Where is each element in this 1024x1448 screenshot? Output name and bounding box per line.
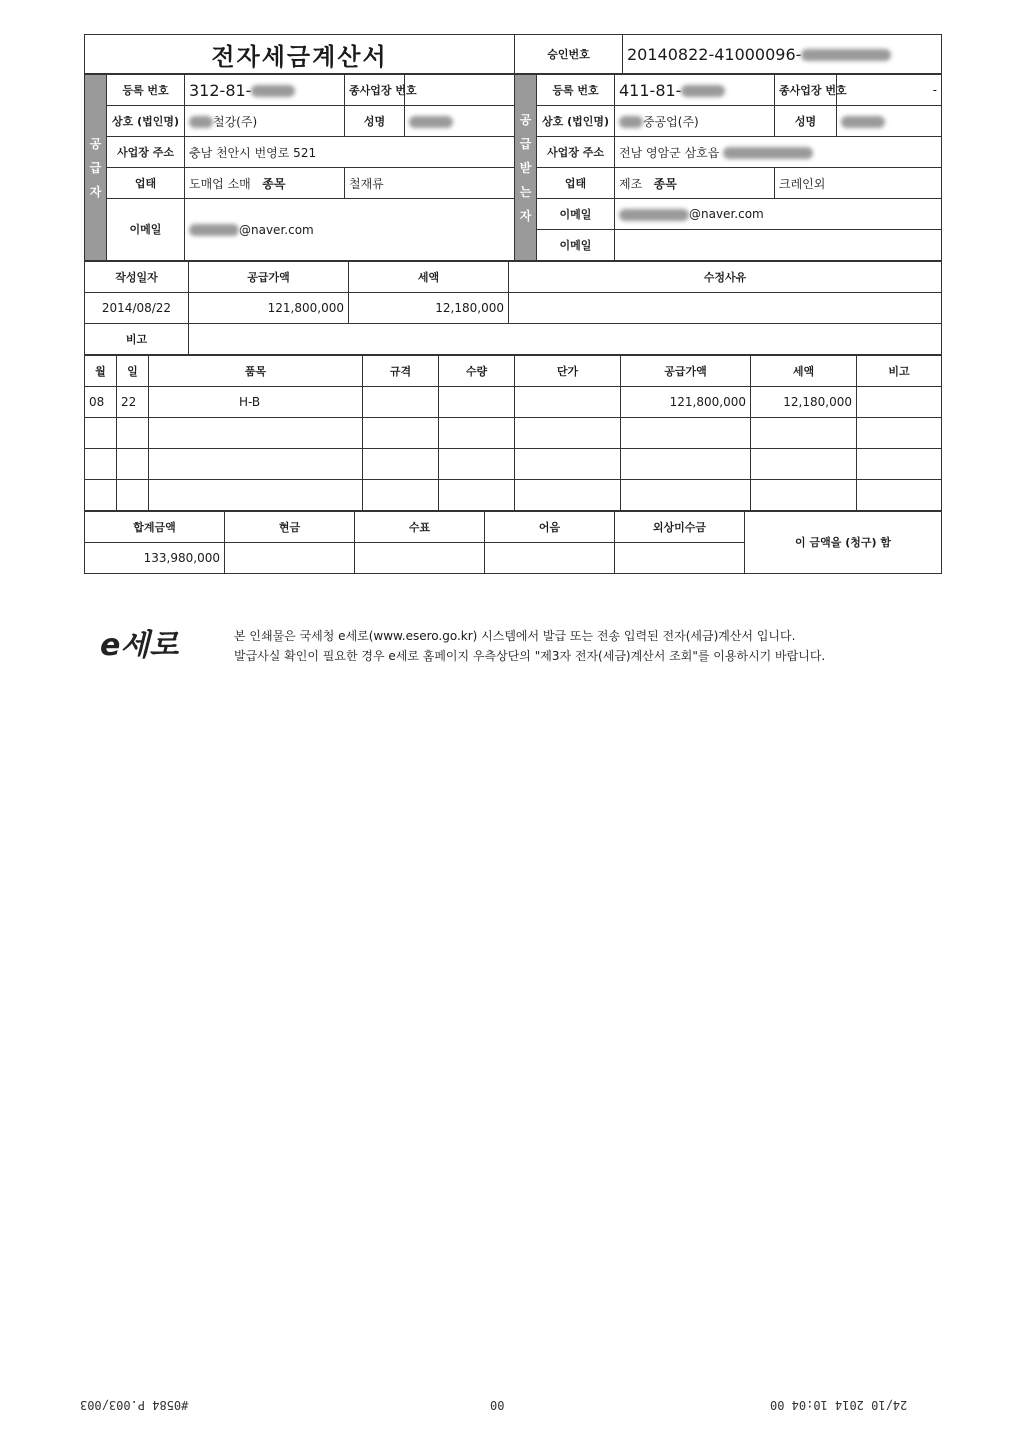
footer-line-2: 발급사실 확인이 필요한 경우 e세로 홈페이지 우측상단의 "제3자 전자(세금)계산서 조회"를 이용하시기 바랍니다. [234,649,826,663]
credit-label: 외상미수금 [615,512,745,543]
supplier-reg-number: 312-81- [185,75,345,106]
row-name: H-B [149,387,363,418]
receiver-business: 제조 종목 [615,168,775,199]
supplier-address: 충남 천안시 번영로 521 [185,137,515,168]
total-amount: 133,980,000 [85,543,225,574]
row-note [857,387,942,418]
footer-line-1: 본 인쇄물은 국세청 e세로(www.esero.go.kr) 시스템에서 발급 또는 전송 입력된 전자(세금)계산서 입니다. [234,629,796,643]
row-tax: 12,180,000 [751,387,857,418]
receiver-business-label: 업태 [537,168,615,199]
reason-value [509,293,942,324]
row-supply: 121,800,000 [621,387,751,418]
footer-text [234,626,825,666]
receiver-company: 중공업(주) [615,106,775,137]
cash-label: 현금 [225,512,355,543]
table-row-empty [85,480,942,511]
tax-total: 12,180,000 [349,293,509,324]
items-header-note: 비고 [857,356,942,387]
supplier-business-label: 업태 [107,168,185,199]
receiver-branch-value: - [837,75,942,106]
supply-label: 공급가액 [189,262,349,293]
esero-logo: e세로 [100,628,179,663]
supplier-branch-label: 종사업장 번호 [345,75,405,106]
supplier-email: @naver.com [185,199,515,261]
row-qty [439,387,515,418]
table-row-empty [85,418,942,449]
totals-section [84,511,942,574]
receiver-reg-number: 411-81- [615,75,775,106]
check-label: 수표 [355,512,485,543]
bill-label: 어음 [485,512,615,543]
parties-section [84,74,942,261]
supplier-reg-label: 등록 번호 [107,75,185,106]
supplier-item: 철재류 [345,168,515,199]
receiver-name [837,106,942,137]
approval-label: 승인번호 [515,35,623,74]
supplier-name [405,106,515,137]
receiver-branch-label: 종사업장 번호 [775,75,837,106]
table-row [85,387,942,418]
fax-page-number: #0584 P.003/003 [80,1398,189,1412]
items-header-tax: 세액 [751,356,857,387]
table-row-empty [85,449,942,480]
supply-total: 121,800,000 [189,293,349,324]
receiver-name-label: 성명 [775,106,837,137]
fax-timestamp: 24/10 2014 10:04 00 [770,1398,908,1412]
fax-center-code: 00 [490,1398,505,1412]
items-header-spec: 규격 [363,356,439,387]
bill-value [485,543,615,574]
supplier-branch-value [405,75,515,106]
supplier-address-label: 사업장 주소 [107,137,185,168]
date-label: 작성일자 [85,262,189,293]
reason-label: 수정사유 [509,262,942,293]
receiver-address-label: 사업장 주소 [537,137,615,168]
tax-label: 세액 [349,262,509,293]
receiver-side-label: 공 급 받 는 자 [515,75,537,261]
supplier-item-label: 종목 [262,176,286,191]
approval-number: 20140822-41000096- [623,35,942,74]
items-table [84,355,942,511]
note-value [189,324,942,355]
receiver-address: 전남 영암군 삼호읍 [615,137,942,168]
supplier-company: 철강(주) [185,106,345,137]
items-header-price: 단가 [515,356,621,387]
claim-text: 이 금액을 (청구) 함 [745,512,942,574]
invoice-header [84,34,942,74]
receiver-email: @naver.com [615,199,942,230]
items-header-day: 일 [117,356,149,387]
cash-value [225,543,355,574]
items-header-qty: 수량 [439,356,515,387]
row-spec [363,387,439,418]
note-label: 비고 [85,324,189,355]
receiver-email-label: 이메일 [537,199,615,230]
receiver-email2 [615,230,942,261]
supplier-name-label: 성명 [345,106,405,137]
summary-section [84,261,942,355]
check-value [355,543,485,574]
supplier-email-label: 이메일 [107,199,185,261]
row-month: 08 [85,387,117,418]
row-price [515,387,621,418]
items-header-month: 월 [85,356,117,387]
receiver-reg-label: 등록 번호 [537,75,615,106]
tax-invoice [84,34,942,574]
issue-date: 2014/08/22 [85,293,189,324]
credit-value [615,543,745,574]
items-header-supply: 공급가액 [621,356,751,387]
receiver-company-label: 상호 (법인명) [537,106,615,137]
invoice-title: 전자세금계산서 [85,35,515,74]
total-label: 합계금액 [85,512,225,543]
supplier-business: 도매업 소매 종목 [185,168,345,199]
receiver-item: 크레인외 [775,168,942,199]
items-header-name: 품목 [149,356,363,387]
receiver-email2-label: 이메일 [537,230,615,261]
supplier-company-label: 상호 (법인명) [107,106,185,137]
supplier-side-label: 공 급 자 [85,75,107,261]
receiver-item-label: 종목 [653,176,677,191]
row-day: 22 [117,387,149,418]
